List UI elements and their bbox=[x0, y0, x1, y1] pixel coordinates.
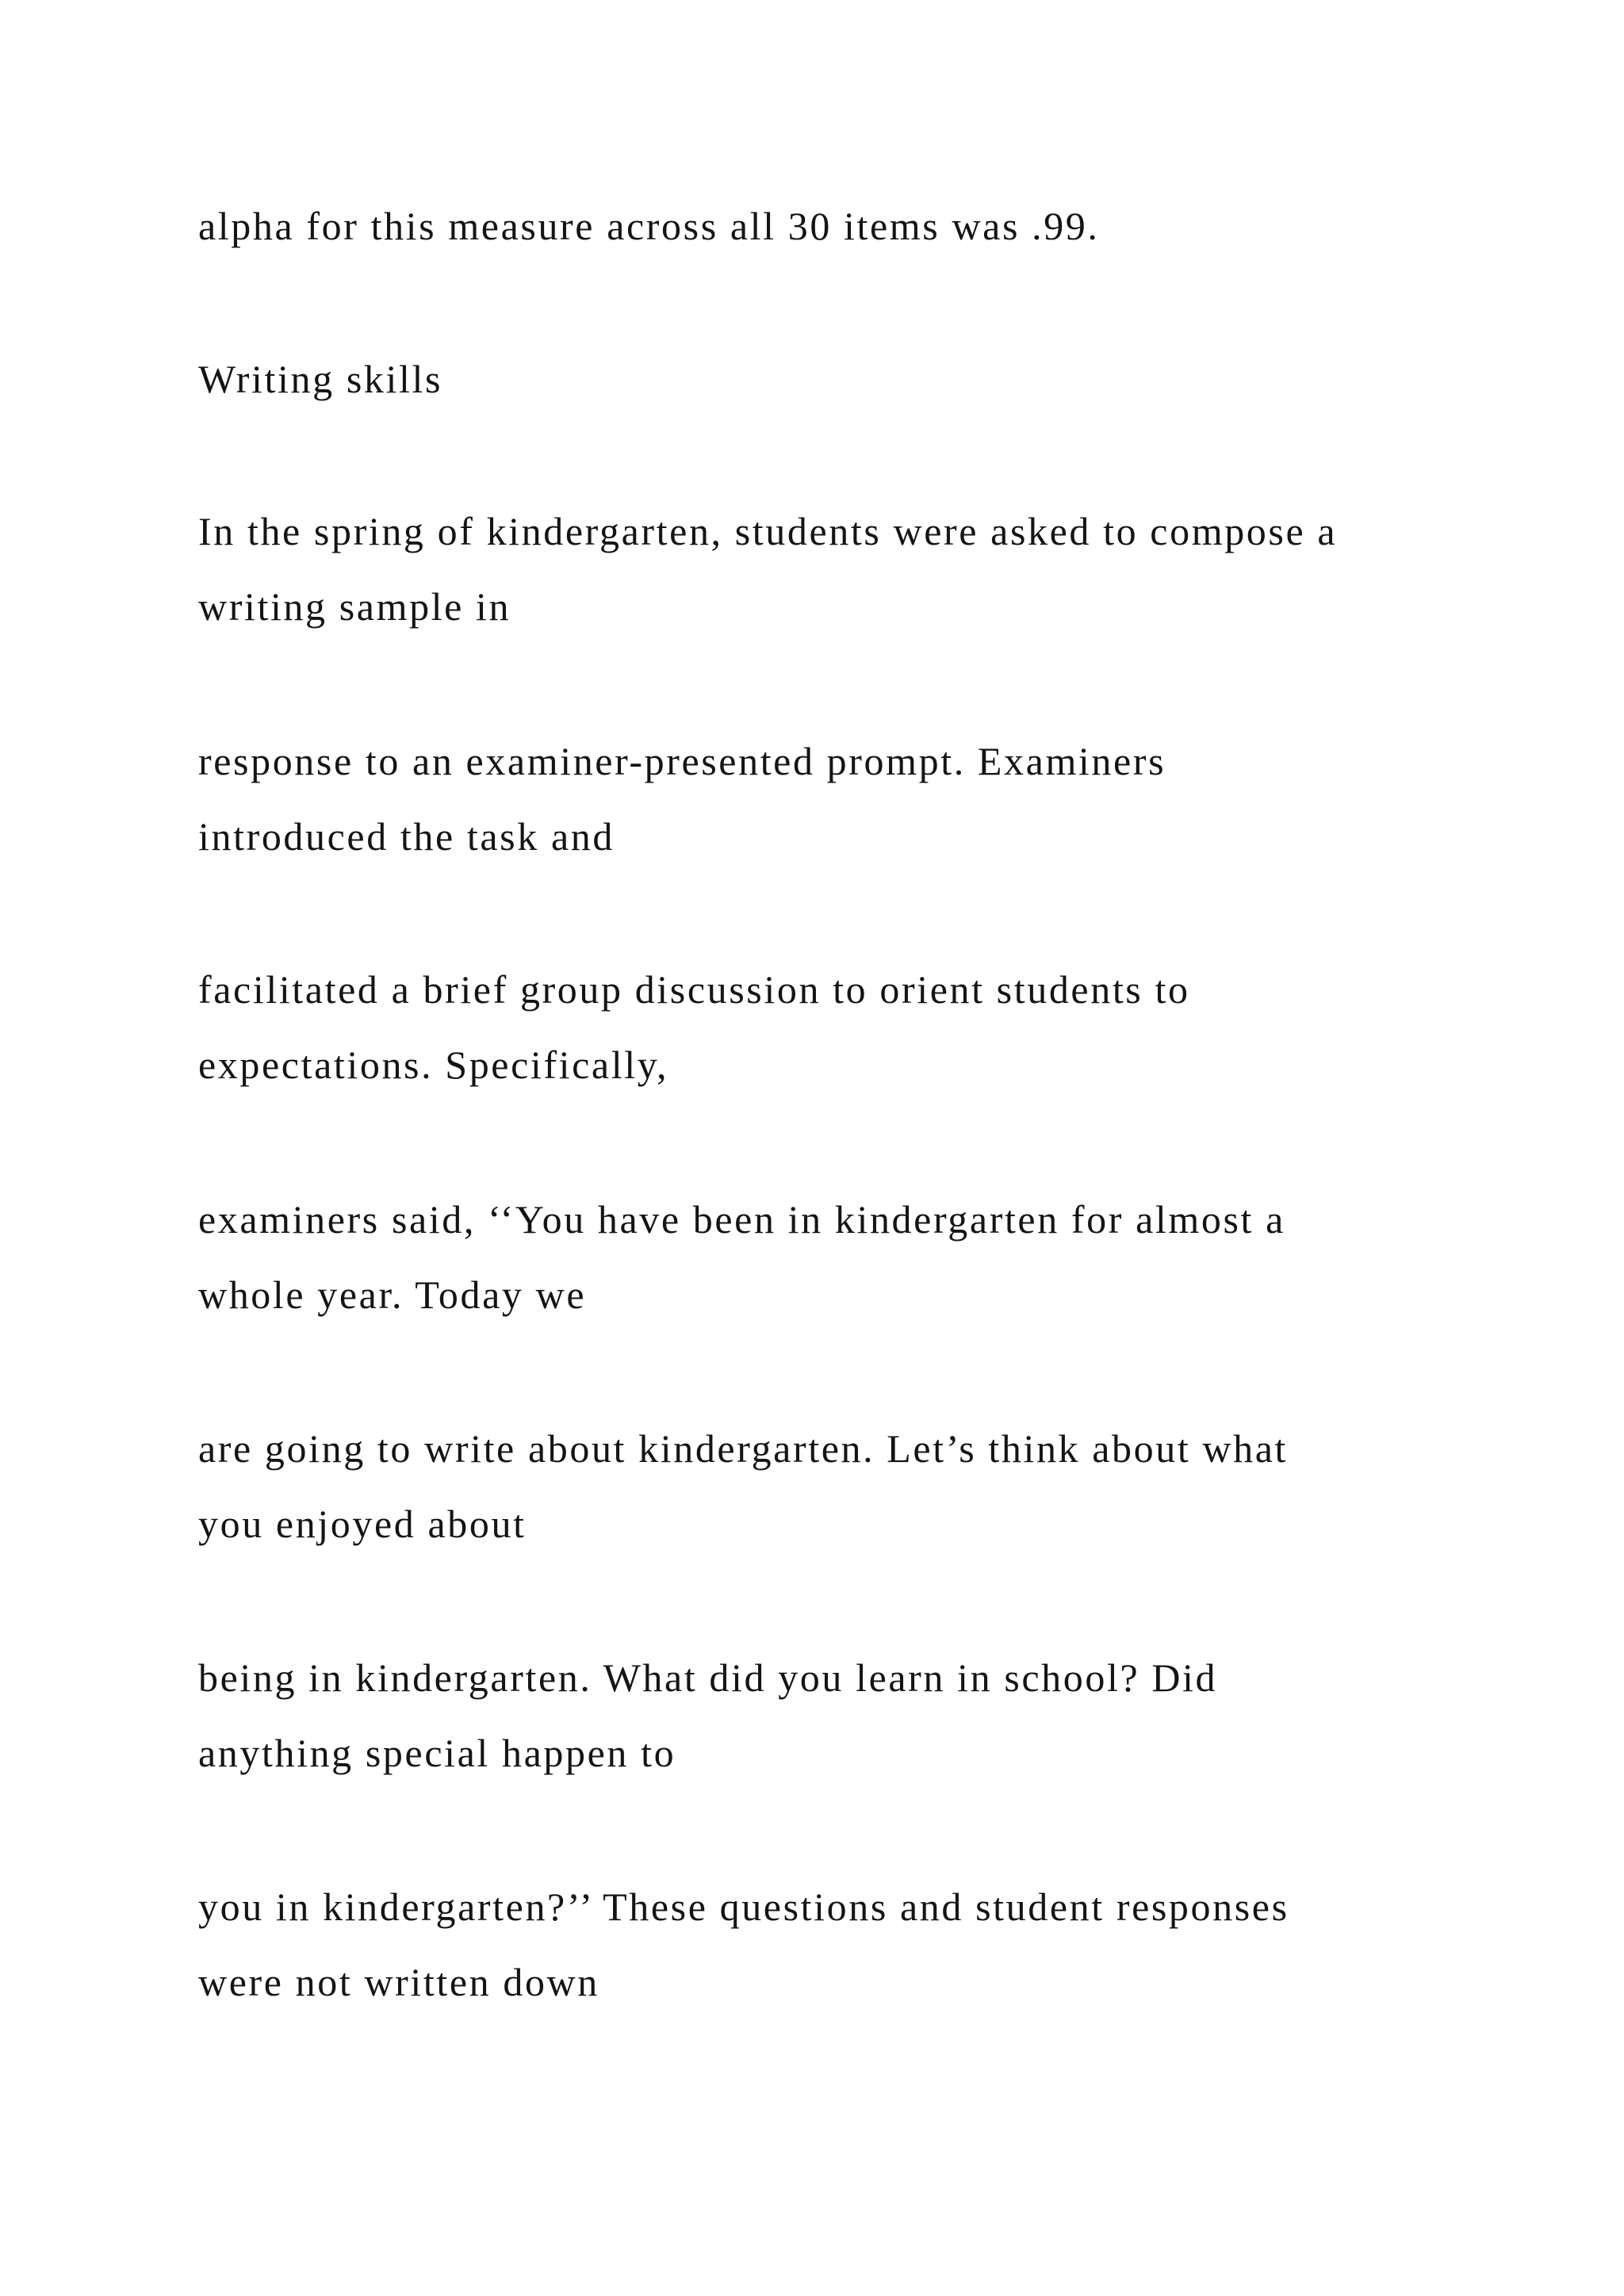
text-line: were not written down bbox=[198, 1960, 599, 2004]
text-line: writing sample in bbox=[198, 584, 511, 629]
text-line: response to an examiner-presented prompt. Examiners bbox=[198, 739, 1166, 783]
text-line: are going to write about kindergarten. Let’s think about what bbox=[198, 1426, 1289, 1471]
text-line: facilitated a brief group discussion to orient students to bbox=[198, 967, 1190, 1012]
text-line: you enjoyed about bbox=[198, 1502, 527, 1546]
text-line: introduced the task and bbox=[198, 814, 615, 859]
text-line: In the spring of kindergarten, students were asked to compose a bbox=[198, 509, 1338, 553]
text-line: expectations. Specifically, bbox=[198, 1043, 669, 1087]
text-line: you in kindergarten?’’ These questions and student responses bbox=[198, 1885, 1289, 1929]
text-line: anything special happen to bbox=[198, 1731, 676, 1775]
text-line: whole year. Today we bbox=[198, 1272, 587, 1317]
text-line: being in kindergarten. What did you learn in school? Did bbox=[198, 1655, 1218, 1700]
text-line: alpha for this measure across all 30 items was .99. bbox=[198, 204, 1100, 248]
text-line: examiners said, ‘‘You have been in kindergarten for almost a bbox=[198, 1197, 1285, 1242]
section-heading: Writing skills bbox=[198, 357, 443, 401]
